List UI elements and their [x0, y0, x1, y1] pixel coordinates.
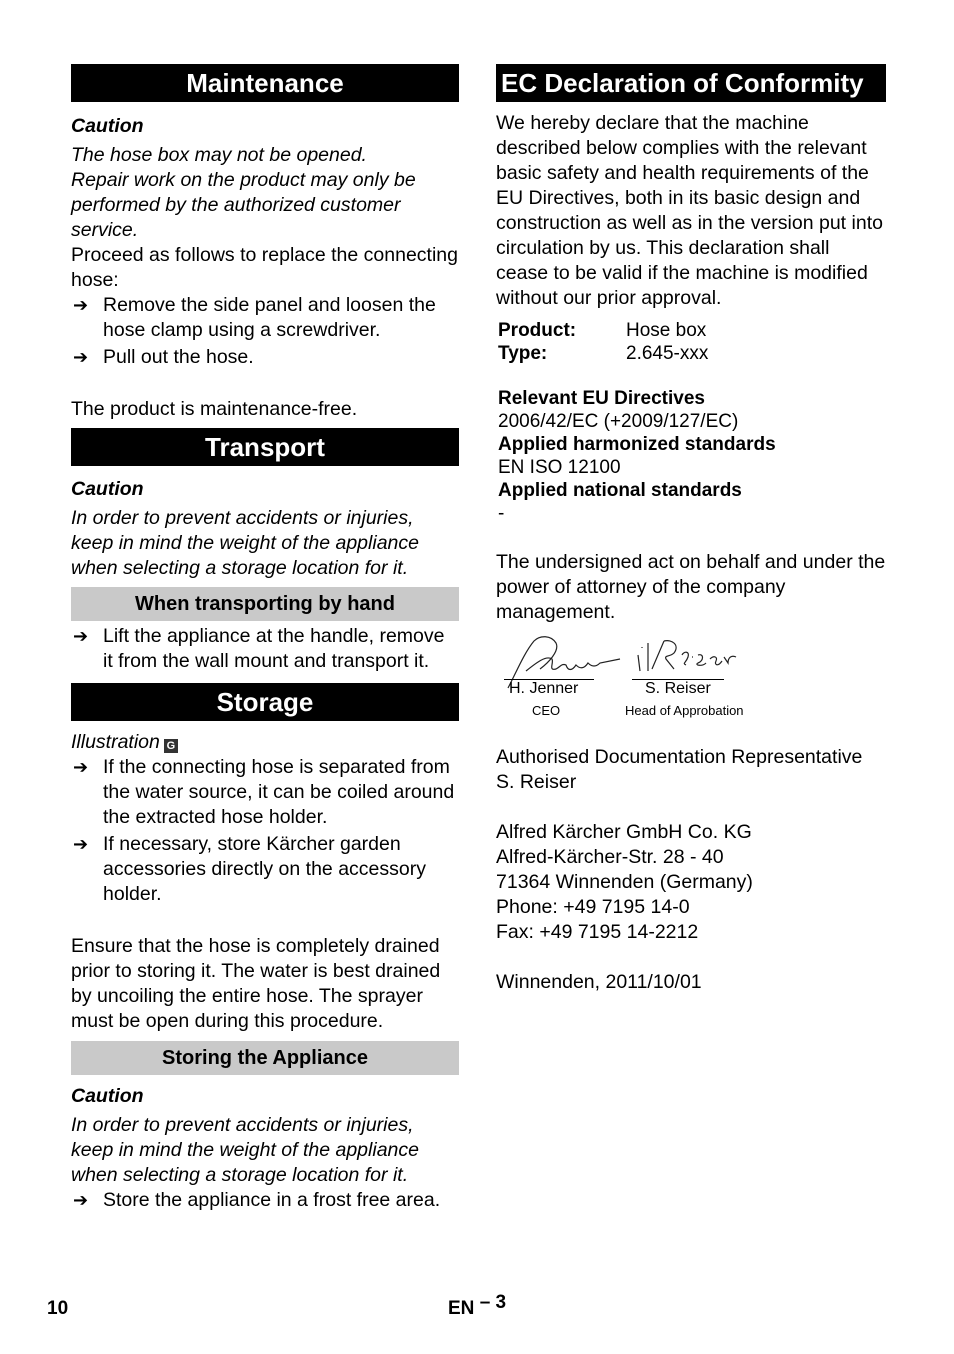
storage-caution-label: Caution: [71, 1085, 144, 1107]
company-address: [496, 820, 886, 945]
address-line: 71364 Winnenden (Germany): [496, 871, 753, 893]
national-label: Applied national standards: [498, 480, 742, 501]
storage-heading: Storage: [71, 683, 459, 721]
signer2-name: S. Reiser: [645, 680, 711, 697]
ec-intro: We hereby declare that the machine described below complies with the relevant basic safety and health requirements of the EU Directives, both in its basic design and construction as well as in the version put into circulation by us. This declaration shall cease to be valid if the machine is modified without our prior approval.: [496, 112, 883, 309]
type-label: Type:: [498, 343, 548, 364]
transport-heading: Transport: [71, 428, 459, 466]
type-row: [496, 342, 886, 365]
lang-code: EN: [448, 1298, 475, 1319]
signer1-role: CEO: [532, 703, 561, 718]
transport-by-hand-heading: When transporting by hand: [71, 587, 459, 621]
national-value: -: [498, 503, 505, 524]
product-value: Hose box: [626, 320, 707, 341]
harmonized-value: EN ISO 12100: [498, 457, 621, 478]
address-line: Alfred Kärcher GmbH Co. KG: [496, 821, 752, 843]
transport-caution-label: Caution: [71, 478, 144, 500]
signer1-name: H. Jenner: [509, 680, 579, 697]
storing-appliance-heading: Storing the Appliance: [71, 1041, 459, 1075]
right-column: [496, 64, 886, 995]
storage-paragraph: Ensure that the hose is completely drained prior to storing it. The water is best drained by uncoiling the entire hose. The sprayer must be open during this procedure.: [71, 935, 441, 1032]
left-column: [71, 64, 459, 1213]
address-line: Fax: +49 7195 14-2212: [496, 921, 699, 943]
directives-label: Relevant EU Directives: [498, 388, 705, 409]
step-text: Pull out the hose.: [103, 346, 254, 368]
storage-step: [71, 832, 459, 907]
footer-label: [448, 1292, 507, 1320]
rep-title: Authorised Documentation Representative: [496, 746, 863, 768]
sub-page-number: 3: [495, 1292, 507, 1313]
step-text: If the connecting hose is separated from the water source, it can be coiled around the extracted hose holder.: [103, 756, 455, 828]
undersigned-text: The undersigned act on behalf and under the power of attorney of the company management.: [496, 551, 886, 623]
maintenance-caution-label: Caution: [71, 115, 144, 137]
transport-caution-text: In order to prevent accidents or injuries, keep in mind the weight of the appliance when selecting a storage location for it.: [71, 507, 419, 579]
maintenance-caution-text-2: Repair work on the product may only be performed by the authorized customer service.: [71, 169, 416, 241]
product-row: [496, 319, 886, 342]
storage-caution-text: In order to prevent accidents or injuries, keep in mind the weight of the appliance when selecting a storage location for it.: [71, 1114, 419, 1186]
rep-name: S. Reiser: [496, 771, 577, 793]
arrow-right-icon: ➔: [73, 347, 89, 367]
address-line: Phone: +49 7195 14-0: [496, 896, 690, 918]
maintenance-note: The product is maintenance-free.: [71, 398, 358, 420]
ec-heading: EC Declaration of Conformity: [496, 64, 886, 102]
directives-value: 2006/42/EC (+2009/127/EC): [498, 411, 739, 432]
step-text: Remove the side panel and loosen the hose clamp using a screwdriver.: [103, 294, 436, 341]
type-value: 2.645-xxx: [626, 343, 709, 364]
arrow-right-icon: ➔: [73, 295, 89, 315]
signer2-role: Head of Approbation: [625, 703, 744, 718]
arrow-right-icon: ➔: [73, 626, 89, 646]
place-date: Winnenden, 2011/10/01: [496, 971, 702, 993]
arrow-right-icon: ➔: [73, 1190, 89, 1210]
maintenance-heading: Maintenance: [71, 64, 459, 102]
transport-step: [71, 624, 459, 674]
illustration-label: Illustration: [71, 731, 160, 753]
address-line: Alfred-Kärcher-Str. 28 - 40: [496, 846, 724, 868]
maintenance-intro: Proceed as follows to replace the connecting hose:: [71, 244, 458, 291]
product-label: Product:: [498, 320, 577, 341]
illustration-badge: G: [164, 739, 178, 753]
signature-block: [496, 633, 886, 723]
step-text: If necessary, store Kärcher garden accessories directly on the accessory holder.: [103, 833, 426, 905]
step-text: Lift the appliance at the handle, remove it from the wall mount and transport it.: [103, 625, 445, 672]
arrow-right-icon: ➔: [73, 757, 89, 777]
storage-step: [71, 755, 459, 830]
maintenance-caution-text-1: The hose box may not be opened.: [71, 144, 367, 166]
step-text: Store the appliance in a frost free area.: [103, 1189, 441, 1211]
maintenance-step: [71, 293, 459, 343]
footer-dash: –: [479, 1292, 491, 1313]
harmonized-label: Applied harmonized standards: [498, 434, 776, 455]
maintenance-step: [71, 345, 459, 370]
storage-step: [71, 1188, 459, 1213]
storage-illustration-ref: [71, 730, 459, 755]
arrow-right-icon: ➔: [73, 834, 89, 854]
page-number: 10: [47, 1298, 69, 1319]
